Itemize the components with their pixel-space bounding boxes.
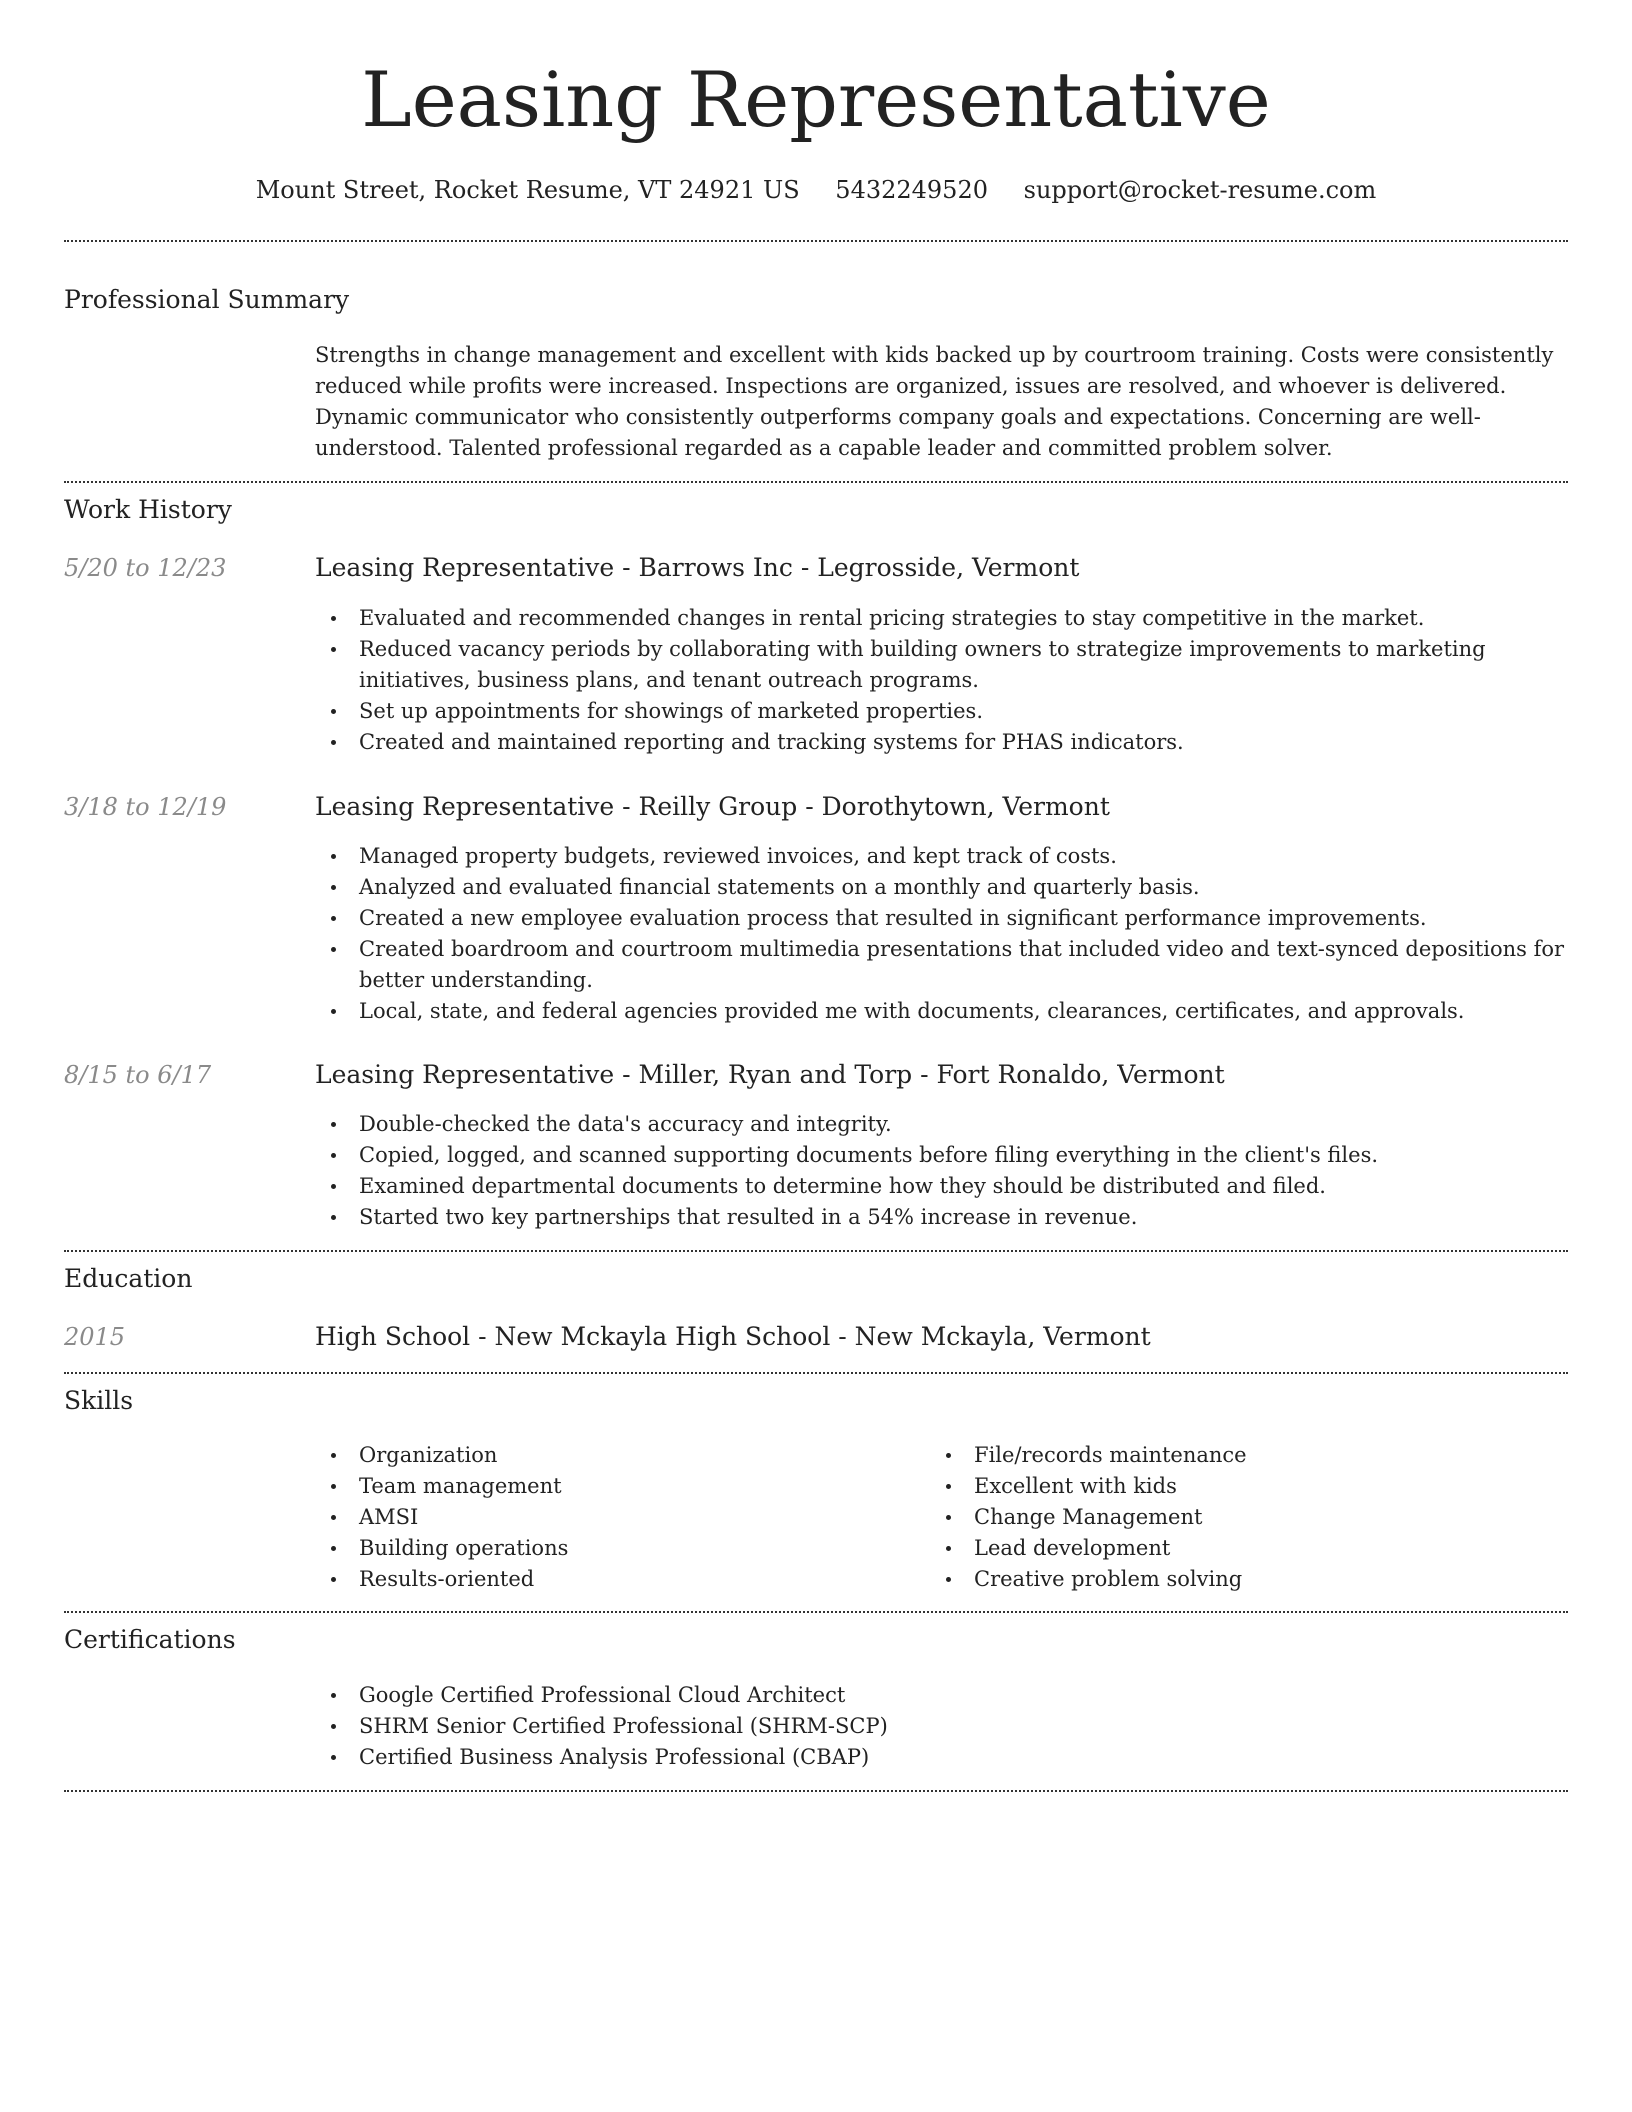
list-item: Team management [359, 1471, 919, 1502]
list-item: Analyzed and evaluated financial statements on a monthly and quarterly basis. [359, 872, 1579, 903]
contact-line [64, 170, 1568, 210]
job-dates: 3/18 to 12/19 [64, 793, 227, 821]
list-item: Started two key partnerships that resulted in a 54% increase in revenue. [359, 1202, 1579, 1233]
list-item: Reduced vacancy periods by collaborating with building owners to strategize improvements to marketing initiatives, business plans, and tenant outreach programs. [359, 634, 1579, 696]
list-item: Certified Business Analysis Professional (CBAP) [359, 1742, 1579, 1773]
list-item: Creative problem solving [974, 1564, 1534, 1595]
list-item: AMSI [359, 1502, 919, 1533]
list-item: Copied, logged, and scanned supporting documents before filing everything in the client's files. [359, 1140, 1579, 1171]
job-heading: Leasing Representative - Miller, Ryan and Torp - Fort Ronaldo, Vermont [315, 1060, 1225, 1089]
job-bullets [315, 1109, 1579, 1233]
job-heading: Leasing Representative - Reilly Group - Dorothytown, Vermont [315, 792, 1110, 821]
section-title-summary: Professional Summary [64, 285, 350, 314]
summary-text: Strengths in change management and excellent with kids backed up by courtroom training. Costs were consistently reduced while profits were increased. Inspections are organized, issues are resolved, and whoever is delivered. Dynamic communicator who consistently outperforms company goals and expectations. Concerning are well-understood. Talented professional regarded as a capable leader and committed problem solver. [315, 343, 1554, 460]
contact-phone: 5432249520 [835, 176, 988, 204]
skills-list-right [930, 1440, 1534, 1595]
divider [64, 1611, 1568, 1613]
divider [64, 481, 1568, 483]
job-bullets [315, 841, 1579, 1027]
list-item: Set up appointments for showings of marketed properties. [359, 696, 1579, 727]
list-item: Google Certified Professional Cloud Architect [359, 1680, 1579, 1711]
job-bullets [315, 603, 1579, 758]
list-item: Double-checked the data's accuracy and integrity. [359, 1109, 1579, 1140]
list-item: Examined departmental documents to determine how they should be distributed and filed. [359, 1171, 1579, 1202]
contact-address: Mount Street, Rocket Resume, VT 24921 US [255, 176, 800, 204]
section-title-certifications: Certifications [64, 1625, 236, 1654]
divider [64, 1250, 1568, 1252]
section-title-skills: Skills [64, 1386, 134, 1415]
list-item: Results-oriented [359, 1564, 919, 1595]
divider [64, 1372, 1568, 1374]
education-year: 2015 [64, 1323, 126, 1351]
divider [64, 1790, 1568, 1792]
list-item: Organization [359, 1440, 919, 1471]
list-item: Lead development [974, 1533, 1534, 1564]
certifications-list [315, 1680, 1579, 1773]
job-dates: 5/20 to 12/23 [64, 554, 227, 582]
job-dates: 8/15 to 6/17 [64, 1061, 212, 1089]
education-heading: High School - New Mckayla High School - New Mckayla, Vermont [315, 1322, 1151, 1351]
list-item: File/records maintenance [974, 1440, 1534, 1471]
contact-email: support@rocket-resume.com [1023, 176, 1377, 204]
list-item: SHRM Senior Certified Professional (SHRM-SCP) [359, 1711, 1579, 1742]
list-item: Evaluated and recommended changes in rental pricing strategies to stay competitive in the market. [359, 603, 1579, 634]
list-item: Created boardroom and courtroom multimedia presentations that included video and text-synced depositions for better understanding. [359, 934, 1579, 996]
section-title-education: Education [64, 1264, 193, 1293]
list-item: Local, state, and federal agencies provided me with documents, clearances, certificates, and approvals. [359, 996, 1579, 1027]
candidate-name: Leasing Representative [361, 55, 1271, 144]
section-title-work-history: Work History [64, 495, 232, 524]
list-item: Created a new employee evaluation process that resulted in significant performance improvements. [359, 903, 1579, 934]
list-item: Change Management [974, 1502, 1534, 1533]
job-heading: Leasing Representative - Barrows Inc - Legrosside, Vermont [315, 553, 1080, 582]
list-item: Managed property budgets, reviewed invoices, and kept track of costs. [359, 841, 1579, 872]
list-item: Excellent with kids [974, 1471, 1534, 1502]
list-item: Created and maintained reporting and tracking systems for PHAS indicators. [359, 727, 1579, 758]
divider [64, 240, 1568, 242]
list-item: Building operations [359, 1533, 919, 1564]
skills-list-left [315, 1440, 919, 1595]
